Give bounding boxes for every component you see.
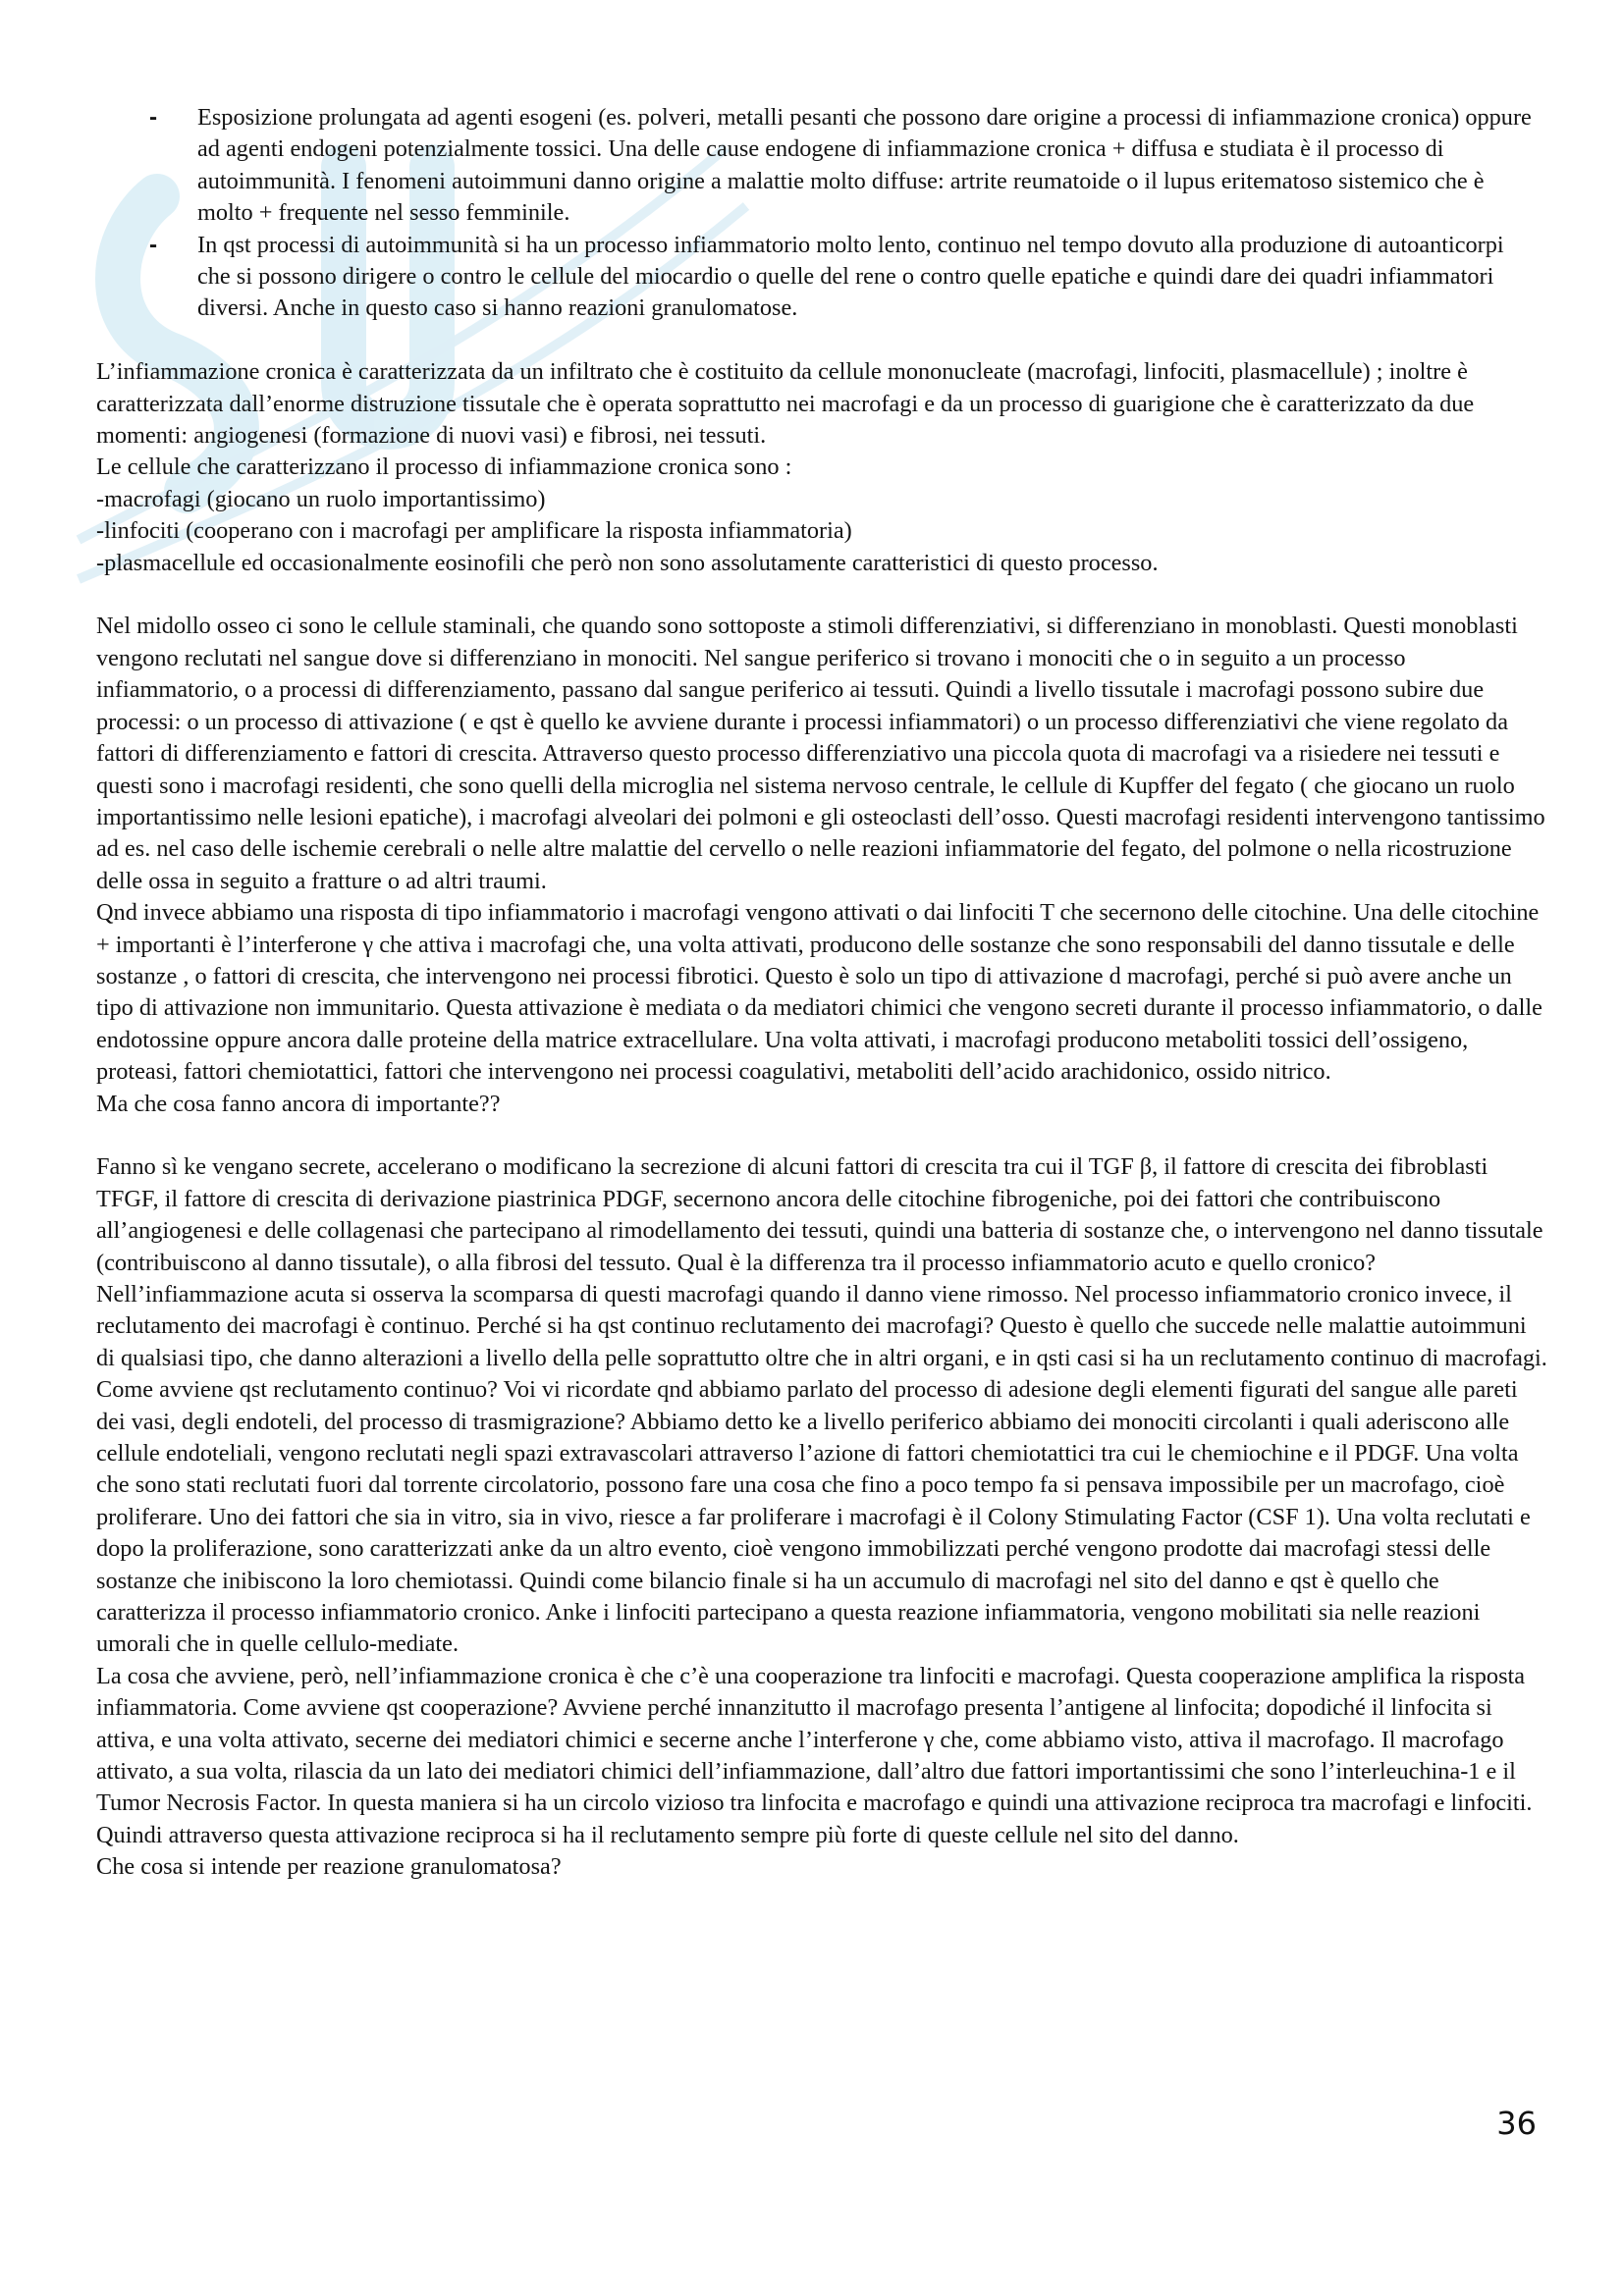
dash-bullet-icon: - [149,104,158,131]
bullet-item [96,230,1547,325]
bullet-item [96,102,1547,230]
bullet-text: Esposizione prolungata ad agenti esogeni (es. polveri, metalli pesanti che possono dare origine a processi di infiammazione cronica) oppure ad agenti endogeni potenzialmente tossici. Una delle cause endogene di infiammazione cronica + diffusa e studiata è il processo di autoimmunità. I fenomeni autoimmuni danno origine a malattie molto diffuse: artrite reumatoide o il lupus eritematoso sistemico che è molto + frequente nel sesso femminile. [197,104,1532,227]
list-line: -linfociti (cooperano con i macrofagi per amplificare la risposta infiammatoria) [96,517,852,545]
bullet-list [96,102,1547,325]
paragraph: Ma che cosa fanno ancora di importante?? [96,1090,501,1117]
paragraph: Le cellule che caratterizzano il processo di infiammazione cronica sono : [96,454,792,481]
paragraph: Qnd invece abbiamo una risposta di tipo infiammatorio i macrofagi vengono attivati o dai linfociti T che secernono delle citochine. Una delle citochine + importanti è l’interferone γ che attiva i macrofagi che, una volta attivati, producono delle sostanze che sono responsabili del danno tissutale e delle sostanze , o fattori di crescita, che intervengono nei processi fibrotici. Questo è solo un tipo di attivazione d macrofagi, perché si può avere anche un tipo di attivazione non immunitario. Questa attivazione è mediata o da mediatori chimici che vengono secreti durante il processo infiammatorio, o dalle endotossine oppure ancora dalle proteine della matrice extracellulare. Una volta attivati, i macrofagi producono metaboliti tossici dell’ossigeno, proteasi, fattori chemiotattici, fattori che intervengono nei processi coagulativi, metaboliti dell’acido arachidonico, ossido nitrico. [96,899,1542,1086]
dash-bullet-icon: - [149,231,158,258]
paragraph: Nell’infiammazione acuta si osserva la scomparsa di questi macrofagi quando il danno viene rimosso. Nel processo infiammatorio cronico invece, il reclutamento dei macrofagi è continuo. Perché si ha qst continuo reclutamento dei macrofagi? Questo è quello che succede nelle malattie autoimmuni di qualsiasi tipo, che danno alterazioni a livello della pelle soprattutto oltre che in altri organi, e in qsti casi si ha un reclutamento continuo di macrofagi. Come avviene qst reclutamento continuo? Voi vi ricordate qnd abbiamo parlato del processo di adesione degli elementi figurati del sangue alle pareti dei vasi, degli endoteli, del processo di trasmigrazione? Abbiamo detto ke a livello periferico abbiamo dei monociti circolanti i quali aderiscono alle cellule endoteliali, vengono reclutati negli spazi extravascolari attraverso l’azione di fattori chemiotattici tra cui le chemiochine e il PDGF. Una volta che sono stati reclutati fuori dal torrente circolatorio, possono fare una cosa che fino a poco tempo fa si pensava impossibile per un macrofago, cioè proliferare. Uno dei fattori che sia in vitro, sia in vivo, riesce a far proliferare i macrofagi è il Colony Stimulating Factor (CSF 1). Una volta reclutati e dopo la proliferazione, sono caratterizzati anke da un altro evento, cioè vengono immobilizzati perché vengono prodotte dai macrofagi stessi delle sostanze che inibiscono la loro chemiotassi. Quindi come bilancio finale si ha un accumulo di macrofagi nel sito del danno e qst è quello che caratterizza il processo infiammatorio cronico. Anke i linfociti partecipano a questa reazione infiammatoria, vengono mobilitati sia nelle reazioni umorali che in quelle cellulo-mediate. [96,1280,1547,1658]
bullet-text: In qst processi di autoimmunità si ha un processo infiammatorio molto lento, continuo nel tempo dovuto alla produzione di autoanticorpi che si possono dirigere o contro le cellule del miocardio o quelle del rene o contro quelle epatiche e quindi dare dei quadri infiammatori diversi. Anche in questo caso si hanno reazioni granulomatose. [197,231,1504,322]
paragraph: Che cosa si intende per reazione granulomatosa? [96,1853,562,1881]
paragraph: Nel midollo osseo ci sono le cellule staminali, che quando sono sottoposte a stimoli differenziativi, si differenziano in monoblasti. Questi monoblasti vengono reclutati nel sangue dove si differenziano in monociti. Nel sangue periferico si trovano i monociti che o in seguito a un processo infiammatorio, o a processi di differenziamento, passano dal sangue periferico ai tessuti. Quindi a livello tissutale i macrofagi possono subire due processi: o un processo di attivazione ( e qst è quello ke avviene durante i processi infiammatori) o un processo differenziativi che viene regolato da fattori di differenziamento e fattori di crescita. Attraverso questo processo differenziativo una piccola quota di macrofagi va a risiedere nei tessuti e questi sono i macrofagi residenti, che sono quelli della microglia nel sistema nervoso centrale, le cellule di Kupffer del fegato ( che giocano un ruolo importantissimo nelle lesioni epatiche), i macrofagi alveolari dei polmoni e gli osteoclasti dell’osso. Questi macrofagi residenti intervengono tantissimo ad es. nel caso delle ischemie cerebrali o nelle altre malattie del cervello o nelle reazioni infiammatorie del fegato, del polmone o nella ricostruzione delle ossa in seguito a fratture o ad altri traumi. [96,613,1545,894]
list-line: -plasmacellule ed occasionalmente eosinofili che però non sono assolutamente caratteristici di questo processo. [96,549,1159,576]
paragraph: Fanno sì ke vengano secrete, accelerano o modificano la secrezione di alcuni fattori di crescita tra cui il TGF β, il fattore di crescita dei fibroblasti TFGF, il fattore di crescita di derivazione piastrinica PDGF, secernono ancora delle citochine fibrogeniche, poi dei fattori che contribuiscono all’angiogenesi e delle collagenasi che partecipano al rimodellamento dei tessuti, quindi una batteria di sostanze che, o intervengono nel danno tissutale (contribuiscono al danno tissutale), o alla fibrosi del tessuto. Qual è la differenza tra il processo infiammatorio acuto e quello cronico? [96,1153,1543,1276]
list-line: -macrofagi (giocano un ruolo importantissimo) [96,485,546,512]
paragraph: La cosa che avviene, però, nell’infiammazione cronica è che c’è una cooperazione tra linfociti e macrofagi. Questa cooperazione amplifica la risposta infiammatoria. Come avviene qst cooperazione? Avviene perché innanzitutto il macrofago presenta l’antigene al linfocita; dopodiché il linfocita si attiva, e una volta attivato, secerne dei mediatori chimici e secerne anche l’interferone γ che, come abbiamo visto, attiva il macrofago. Il macrofago attivato, a sua volta, rilascia da un lato dei mediatori chimici dell’infiammazione, dall’altro due fattori importantissimi che sono l’interleuchina-1 e il Tumor Necrosis Factor. In questa maniera si ha un circolo vizioso tra linfocita e macrofago e quindi una attivazione reciproca tra macrofagi e linfociti. Quindi attraverso questa attivazione reciproca si ha il reclutamento sempre più forte di queste cellule nel sito del danno. [96,1662,1533,1848]
document-body [96,102,1547,1884]
paragraph: L’infiammazione cronica è caratterizzata da un infiltrato che è costituito da cellule mononucleate (macrofagi, linfociti, plasmacellule) ; inoltre è caratterizzata dall’enorme distruzione tissutale che è operata soprattutto nei macrofagi e da un processo di guarigione che è caratterizzato da due momenti: angiogenesi (formazione di nuovi vasi) e fibrosi, nei tessuti. [96,358,1475,450]
page-number: 36 [1496,2105,1537,2142]
